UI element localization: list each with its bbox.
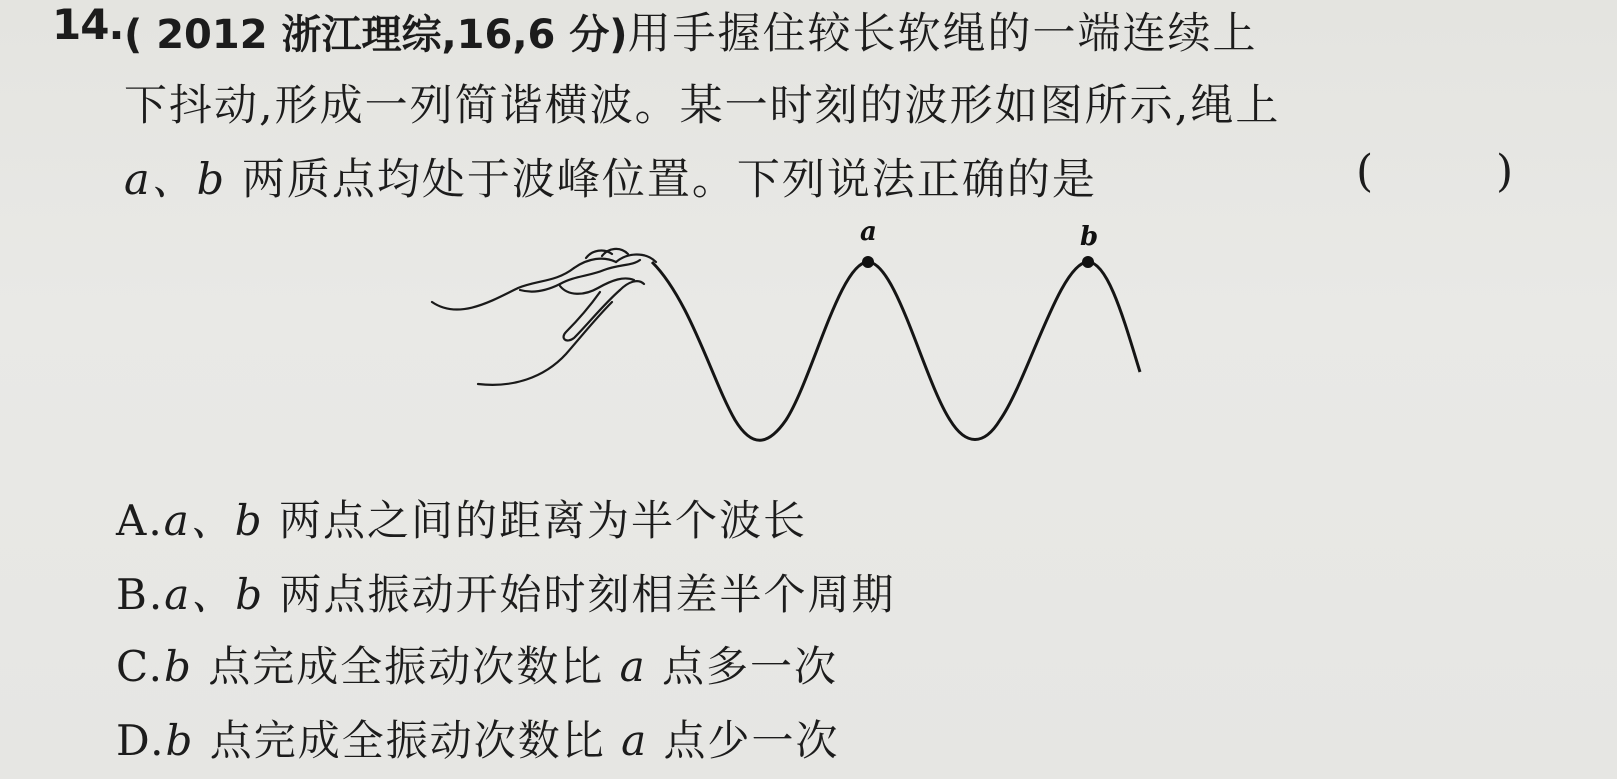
option-text: 点完成全振动次数比: [192, 642, 620, 691]
option-b[interactable]: [116, 562, 896, 622]
question-text-2: 下抖动,形成一列简谐横波。某一时刻的波形如图所示,绳上: [124, 81, 1281, 131]
answer-paren-open: (: [1356, 146, 1374, 197]
option-vars: a、b: [164, 570, 265, 619]
question-text-3: 两质点均处于波峰位置。下列说法正确的是: [226, 155, 1097, 205]
option-text-2: 点多一次: [646, 642, 838, 691]
rope-wave: [652, 262, 1140, 440]
option-vars-2: a: [621, 716, 649, 765]
question-text-1: 用手握住较长软绳的一端连续上: [627, 9, 1258, 59]
point-b-label: b: [1080, 222, 1099, 252]
option-letter: D.: [116, 716, 166, 765]
point-b-dot: [1082, 256, 1094, 268]
question-source: ( 2012 浙江理综,16,6 分): [124, 12, 628, 58]
option-vars: a、b: [163, 496, 264, 545]
option-vars-2: a: [619, 642, 647, 691]
option-text: 两点之间的距离为半个波长: [263, 496, 807, 545]
option-letter: A.: [116, 496, 164, 545]
option-a[interactable]: [116, 488, 807, 548]
question-number: 14.: [52, 0, 124, 49]
question-vars: a、b: [124, 155, 227, 205]
option-vars: b: [165, 716, 195, 765]
hand-drawing: [432, 249, 656, 385]
option-letter: B.: [116, 570, 165, 619]
option-vars: b: [164, 642, 193, 691]
option-text: 两点振动开始时刻相差半个周期: [264, 570, 896, 619]
option-d[interactable]: [116, 708, 840, 768]
option-text: 点完成全振动次数比: [194, 716, 622, 765]
point-a-label: a: [860, 217, 877, 247]
option-text-2: 点少一次: [648, 716, 840, 765]
option-c[interactable]: [116, 634, 838, 694]
option-letter: C.: [116, 642, 164, 691]
answer-paren-close: ): [1496, 146, 1514, 197]
point-a-dot: [862, 256, 874, 268]
